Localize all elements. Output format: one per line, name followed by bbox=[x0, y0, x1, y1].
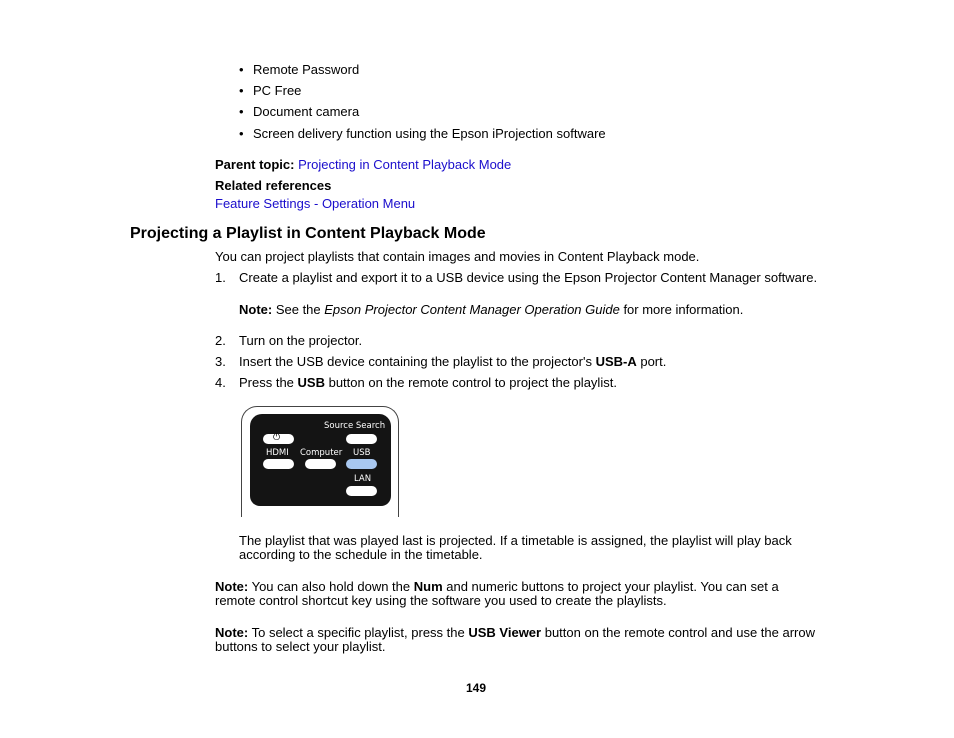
step-note bbox=[239, 302, 743, 317]
related-references-heading: Related references bbox=[215, 178, 332, 193]
hdmi-label: HDMI bbox=[266, 448, 289, 458]
step-number: 4. bbox=[215, 375, 226, 390]
step-bold-term: USB bbox=[297, 375, 325, 390]
hdmi-button bbox=[263, 459, 294, 469]
note-text-line: buttons to select your playlist. bbox=[215, 639, 386, 654]
parent-topic bbox=[215, 157, 511, 172]
section-intro: You can project playlists that contain images and movies in Content Playback mode. bbox=[215, 249, 700, 264]
lan-label: LAN bbox=[354, 474, 372, 484]
note-label: Note: bbox=[215, 579, 249, 594]
bullet-item: Remote Password bbox=[253, 62, 360, 77]
section-heading: Projecting a Playlist in Content Playback Mode bbox=[130, 225, 486, 242]
parent-topic-label: Parent topic: bbox=[215, 157, 295, 172]
bullet-marker: • bbox=[239, 62, 244, 77]
bullet-item: Screen delivery function using the Epson iProjection software bbox=[253, 126, 606, 141]
note-paragraph bbox=[215, 579, 779, 594]
step-number: 3. bbox=[215, 354, 226, 369]
computer-label: Computer bbox=[300, 448, 343, 458]
note-label: Note: bbox=[239, 302, 273, 317]
step-text-part: port. bbox=[636, 354, 667, 369]
bullet-marker: • bbox=[239, 104, 244, 119]
result-text-line: according to the schedule in the timetable. bbox=[239, 547, 483, 562]
step-text: Turn on the projector. bbox=[239, 333, 363, 348]
source-search-button bbox=[346, 434, 377, 444]
computer-button bbox=[305, 459, 336, 469]
related-reference-link[interactable]: Feature Settings - Operation Menu bbox=[215, 196, 416, 211]
step-text: Create a playlist and export it to a USB device using the Epson Projector Content Manager software. bbox=[239, 270, 818, 285]
bullet-marker: • bbox=[239, 126, 244, 141]
remote-control-illustration bbox=[241, 406, 399, 502]
step-number: 1. bbox=[215, 270, 226, 285]
note-bold-term: USB Viewer bbox=[468, 625, 542, 640]
note-text: button on the remote control and use the arrow bbox=[541, 625, 815, 640]
power-icon: ⏻ bbox=[273, 433, 281, 443]
power-button bbox=[263, 434, 294, 444]
note-label: Note: bbox=[215, 625, 249, 640]
step-text-part: Press the bbox=[239, 375, 298, 390]
note-paragraph bbox=[215, 625, 815, 640]
note-text: To select a specific playlist, press the bbox=[248, 625, 469, 640]
usb-button bbox=[346, 459, 377, 469]
note-guide-title: Epson Projector Content Manager Operation Guide bbox=[324, 302, 620, 317]
parent-topic-link[interactable]: Projecting in Content Playback Mode bbox=[298, 157, 512, 172]
note-text-line: remote control shortcut key using the software you used to create the playlists. bbox=[215, 593, 667, 608]
remote-panel bbox=[250, 414, 391, 506]
step-text-part: button on the remote control to project the playlist. bbox=[324, 375, 617, 390]
usb-label: USB bbox=[353, 448, 371, 458]
related-references-label bbox=[215, 178, 331, 193]
bullet-item: Document camera bbox=[253, 104, 360, 119]
result-text-line: The playlist that was played last is projected. If a timetable is assigned, the playlist will play back bbox=[239, 533, 792, 548]
step-text-part: Insert the USB device containing the playlist to the projector's bbox=[239, 354, 596, 369]
step-number: 2. bbox=[215, 333, 226, 348]
lan-button bbox=[346, 486, 377, 496]
bullet-item: PC Free bbox=[253, 83, 302, 98]
note-bold-term: Num bbox=[413, 579, 443, 594]
note-text: See the bbox=[272, 302, 325, 317]
bullet-marker: • bbox=[239, 83, 244, 98]
step-text bbox=[239, 354, 666, 369]
page-number: 149 bbox=[466, 681, 487, 695]
step-bold-term: USB-A bbox=[595, 354, 637, 369]
note-text: for more information. bbox=[619, 302, 744, 317]
note-text: and numeric buttons to project your playlist. You can set a bbox=[442, 579, 779, 594]
source-search-label: Source Search bbox=[324, 421, 386, 431]
step-text bbox=[239, 375, 617, 390]
note-text: You can also hold down the bbox=[248, 579, 414, 594]
